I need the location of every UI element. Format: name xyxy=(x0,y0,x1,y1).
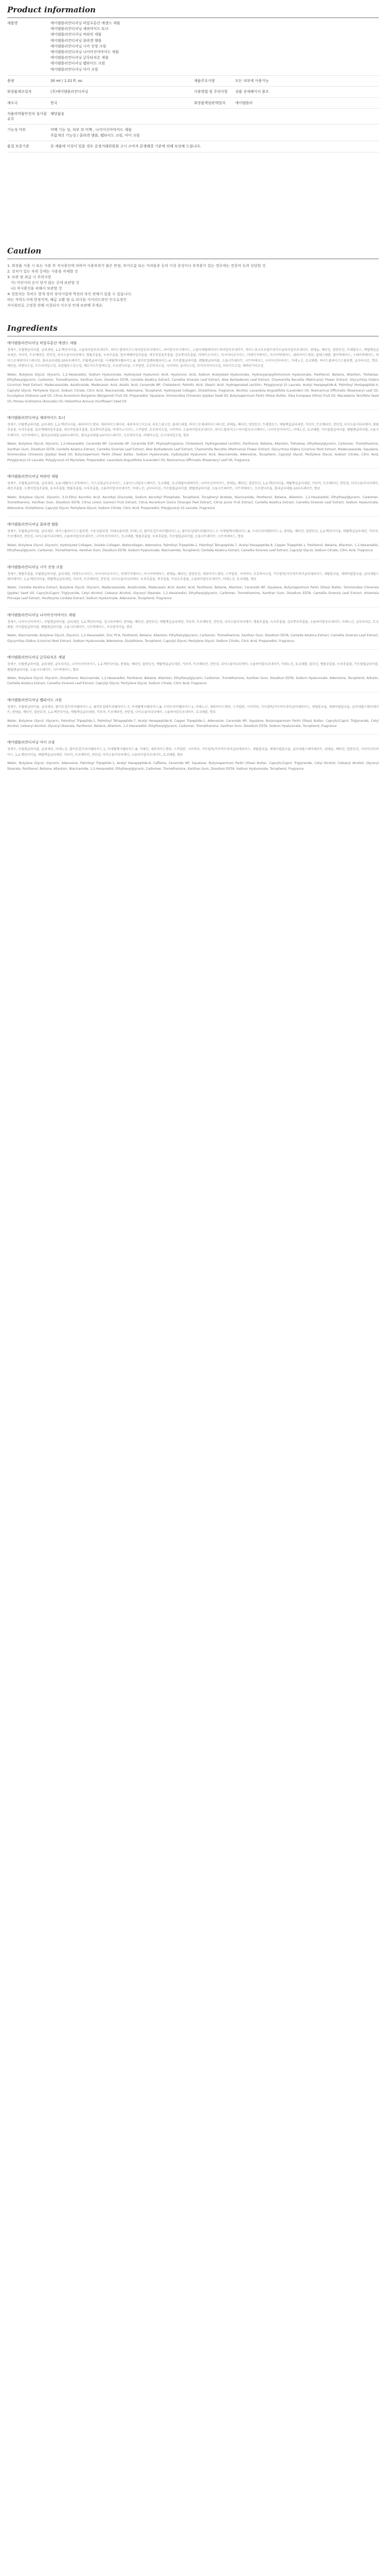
ingredient-list-english: Water, Butylene Glycol, Glycerin, Glutathione, Niacinamide, 1,2-Hexanediol, Panthenol, Betaine, Allantoin, Ethylhexylglycerin, Carbomer, Tromethamine, Xanthan Gum, Disodium EDTA, Sodium Hyaluronate, Adenosine, Tocopherol, Arbutin, Centella Asiatica Extract, Camellia Sinensis Leaf Extract, Caprylyl Glycol, Pentylene Glycol, Sodium Citrate, Citric Acid, Fragrance xyxy=(7,676,379,686)
ingredient-list-korean: 정제수, 부틸렌글라이콜, 글리세린, 1,2-헥산다이올, 소듐하이알루로네이트, 하이드롤라이즈드하이알루로닉애씨드, 하이알루로닉애씨드, 소듐아세틸레이티드하이알루로네이트, 하이드록시프로필트라이모늄하이알루로네이트, 판테놀, 베타인, 알란토인, 트레할로스, 에틸헥실글리세린, 카보머, 트로메타민, 잔탄검, 다이소듐이디티에이, 병풀추출물, 녹차추출물, 알로에베라잎추출물, 캐모마일꽃추출물, 감초뿌리추출물, 마데카소사이드, 아시아티코사이드, 마데카식애씨드, 아시아틱애씨드, 세라마이드엔피, 콜레스테롤, 팔미틱애씨드, 스테아릭애씨드, 하이드로제네이티드레시틴, 폴리글리세릴-10라우레이트, 부틸렌글라이콜, 아세틸헥사펩타이드-8, 팔미토일펜타펩타이드-4, 카프릴릴글라이콜, 펜틸렌글라이콜, 소듐시트레이트, 시트릭애씨드, 나이아신아마이드, 아데노신, 토코페롤, 하이드롤라이즈드콜라겐, 글루타치온, 향료, 에탄올, 라벤더오일, 로즈마리잎오일, 유칼립투스잎오일, 베르가모트열매오일, 프로판다이올, 스쿠알란, 호호바씨오일, 시어버터, 올리브오일, 마카다미아씨오일, 아보카도오일, 해바라기씨오일 xyxy=(7,348,379,368)
country-value: 한국 xyxy=(50,100,58,105)
ingredient-divider xyxy=(7,559,379,560)
ingredient-list-english: Water, Butylene Glycol, Glycerin, Adenosine, Palmitoyl Tripeptide-1, Acetyl Hexapeptide-8, Caffeine, Ceramide NP, Squalane, Butyrospermum Parkii (Shea) Butter, Caprylic/Capric Triglyceride, Cetyl Alcohol, Cetearyl Alcohol, Glyceryl Stearate, Panthenol, Betaine, Allantoin, Niacinamide, 1,2-Hexanediol, Ethylhexylglycerin, Carbomer, Tromethamine, Xanthan Gum, Disodium EDTA, Sodium Hyaluronate, Tocopherol, Fragrance xyxy=(7,761,379,771)
product-name-item: 에이템플러컨디셔닝 글루타치온 세럼 xyxy=(50,56,109,60)
manufacturer-value: (주)에이템플러컨디셔닝 xyxy=(50,90,89,94)
caution-item: 3. 보관 및 취급 시 주의사항 xyxy=(7,275,51,279)
product-name-row xyxy=(7,18,379,76)
product-name-item: 에이템플러컨디셔닝 시카 진정 크림 xyxy=(50,44,107,48)
manufacturer-row xyxy=(7,87,379,98)
review-row xyxy=(7,109,379,125)
quality-row xyxy=(7,141,379,152)
ingredient-block xyxy=(7,522,379,554)
ingredient-divider xyxy=(7,734,379,735)
quality-label: 품질 보증기준 xyxy=(7,144,29,149)
caution-list xyxy=(7,263,379,309)
product-name-item: 에이템플러컨디셔닝 히알루론산 에센스 세럼 xyxy=(50,21,120,25)
ingredient-divider xyxy=(7,516,379,517)
capacity-label: 용량 xyxy=(7,78,14,83)
country-label: 제조국 xyxy=(7,100,18,105)
ingredient-list-korean: 정제수, 부틸렌글라이콜, 글리세린, 글루타치온, 나이아신아마이드, 1,2-헥산다이올, 판테놀, 베타인, 알란토인, 에틸헥실글리세린, 카보머, 트로메타민, 잔탄검, 다이소듐이디티에이, 소듐하이알루로네이트, 아데노신, 토코페롤, 알부틴, 병풀추출물, 녹차추출물, 카프릴릴글라이콜, 펜틸렌글라이콜, 소듐시트레이트, 시트릭애씨드, 향료 xyxy=(7,663,379,672)
ingredient-block xyxy=(7,565,379,602)
caution-item: ※ 전문의는 특히오 방개 장의 장식이업에 역전의 부인 판매가 있을 수 있습니다. xyxy=(7,292,132,296)
ingredient-block xyxy=(7,698,379,730)
ingredient-product-name: 에이템플러컨디셔닝 시카 진정 크림 xyxy=(7,565,63,569)
seller-label: 화장품책임판매업자 xyxy=(194,100,225,105)
capacity-row xyxy=(7,76,379,87)
ingredient-product-name: 에이템플러컨디셔닝 세라마이드 토너 xyxy=(7,416,65,420)
caution-item: 나) 직사광선을 피해서 보관할 것 xyxy=(7,286,62,291)
ingredient-list-english: Water, Centella Asiatica Extract, Butylene Glycol, Glycerin, Madecassoside, Asiaticoside, Madecassic Acid, Asiatic Acid, Panthenol, Betaine, Allantoin, Ceramide NP, Squalane, Butyrospermum Parkii (Shea) Butter, Simmondsia Chinensis (Jojoba) Seed Oil, Caprylic/Capric Triglyceride, Cetyl Alcohol, Cetearyl Alcohol, Glyceryl Stearate, 1,2-Hexanediol, Ethylhexylglycerin, Carbomer, Tromethamine, Xanthan Gum, Disodium EDTA, Camellia Sinensis Leaf Extract, Artemisia Princeps Leaf Extract, Houttuynia Cordata Extract, Sodium Hyaluronate, Adenosine, Tocopherol, Fragrance xyxy=(7,586,379,601)
ingredient-list-korean: 정제수, 부틸렌글라이콜, 글리세린, 하이드롤라이즈드콜라겐, 수용성콜라겐, 아테로콜라겐, 아데노신, 팔미토일트라이펩타이드-1, 팔미토일테트라펩타이드-7, 아세틸헥사펩타이드-8, 구리트라이펩타이드-1, 판테놀, 베타인, 알란토인, 1,2-헥산다이올, 에틸헥실글리세린, 카보머, 트로메타민, 잔탄검, 다이소듐이디티에이, 소듐하이알루로네이트, 나이아신아마이드, 토코페롤, 병풀추출물, 녹차추출물, 카프릴릴글라이콜, 소듐시트레이트, 시트릭애씨드, 향료 xyxy=(7,529,379,539)
functional-label: 기능성 여부 xyxy=(7,128,26,132)
ingredient-block xyxy=(7,474,379,511)
product-name-label: 제품명 xyxy=(7,21,18,25)
ingredient-block xyxy=(7,613,379,645)
ingredients-list xyxy=(7,341,379,772)
country-row xyxy=(7,98,379,109)
ingredient-list-korean: 정제수, 병풀추출물, 부틸렌글라이콜, 글리세린, 마데카소사이드, 아시아티코사이드, 마데카식애씨드, 아시아틱애씨드, 판테놀, 베타인, 알란토인, 세라마이드엔피, 스쿠알란, 시어버터, 호호바씨오일, 카프릴릭/카프릭트라이글리세라이드, 세틸알코올, 세테아릴알코올, 글리세릴스테아레이트, 1,2-헥산다이올, 에틸헥실글리세린, 카보머, 트로메타민, 잔탄검, 다이소듐이디티에이, 녹차추출물, 쑥추출물, 어성초추출물, 소듐하이알루로네이트, 아데노신, 토코페롤, 향료 xyxy=(7,572,379,581)
ingredient-product-name: 에이템플러컨디셔닝 나이아신아마이드 세럼 xyxy=(7,613,76,617)
ingredient-list-english: Water, Butylene Glycol, Glycerin, Hydrolyzed Collagen, Soluble Collagen, Atelocollagen, Adenosine, Palmitoyl Tripeptide-1, Palmitoyl Tetrapeptide-7, Acetyl Hexapeptide-8, Copper Tripeptide-1, Panthenol, Betaine, Allantoin, 1,2-Hexanediol, Ethylhexylglycerin, Carbomer, Tromethamine, Xanthan Gum, Disodium EDTA, Sodium Hyaluronate, Niacinamide, Tocopherol, Centella Asiatica Extract, Camellia Sinensis Leaf Extract, Caprylyl Glycol, Sodium Citrate, Citric Acid, Fragrance xyxy=(7,543,379,553)
functional-row xyxy=(7,125,379,141)
ingredient-list-korean: 정제수, 부틸렌글라이콜, 글리세린, 팔미토일트라이펩타이드-1, 팔미토일테트라펩타이드-7, 아세틸헥사펩타이드-8, 구리트라이펩타이드-1, 아데노신, 세라마이드엔피, 스쿠알란, 시어버터, 카프릴릭/카프릭트라이글리세라이드, 세틸알코올, 세테아릴알코올, 글리세릴스테아레이트, 판테놀, 베타인, 알란토인, 1,2-헥산다이올, 에틸헥실글리세린, 카보머, 트로메타민, 잔탄검, 다이소듐이디티에이, 소듐하이알루로네이트, 토코페롤, 향료 xyxy=(7,705,379,715)
caution-section xyxy=(7,246,379,309)
ingredient-block xyxy=(7,655,379,687)
ingredient-list-korean: 정제수, 부틸렌글라이콜, 글리세린, 아데노신, 팔미토일트라이펩타이드-1, 아세틸헥사펩타이드-8, 카페인, 세라마이드엔피, 스쿠알란, 시어버터, 카프릴릭/카프릭트라이글리세라이드, 세틸알코올, 세테아릴알코올, 글리세릴스테아레이트, 판테놀, 베타인, 알란토인, 나이아신아마이드, 1,2-헥산다이올, 에틸헥실글리세린, 카보머, 트로메타민, 잔탄검, 다이소듐이디티에이, 소듐하이알루로네이트, 토코페롤, 향료 xyxy=(7,748,379,757)
quality-value: 본 제품에 이상이 있을 경우 공정거래위원회 고시 소비자 분쟁해결 기준에 의해 보상해 드립니다. xyxy=(50,144,201,149)
product-name-item: 에이템플러컨디셔닝 아이 크림 xyxy=(50,67,98,72)
caution-item: 가) 어린이의 손이 닿지 않는 곳에 보관할 것 xyxy=(7,281,79,285)
product-name-item: 에이템플러컨디셔닝 콜라겐 앰플 xyxy=(50,38,102,43)
caution-title: Caution xyxy=(7,246,42,256)
ingredient-list-korean: 정제수, 나이아신아마이드, 부틸렌글라이콜, 글리세린, 1,2-헥산다이올, 징크피씨에이, 판테놀, 베타인, 알란토인, 에틸헥실글리세린, 카보머, 트로메타민, 잔탄검, 다이소듐이디티에이, 병풀추출물, 녹차추출물, 감초뿌리추출물, 소듐하이알루로네이트, 아데노신, 글루타치온, 토코페롤, 카프릴릴글라이콜, 펜틸렌글라이콜, 소듐시트레이트, 시트릭애씨드, 프로판다이올, 향료 xyxy=(7,620,379,629)
ingredient-list-english: Water, Butylene Glycol, Glycerin, 1,2-Hexanediol, Sodium Hyaluronate, Hydrolyzed Hyaluronic Acid, Hyaluronic Acid, Sodium Acetylated Hyaluronate, Hydroxypropyltrimonium Hyaluronate, Panthenol, Betaine, Allantoin, Trehalose, Ethylhexylglycerin, Carbomer, Tromethamine, Xanthan Gum, Disodium EDTA, Centella Asiatica Extract, Camellia Sinensis Leaf Extract, Aloe Barbadensis Leaf Extract, Chamomilla Recutita (Matricaria) Flower Extract, Glycyrrhiza Glabra (Licorice) Root Extract, Madecassoside, Asiaticoside, Madecassic Acid, Asiatic Acid, Ceramide NP, Cholesterol, Palmitic Acid, Stearic Acid, Hydrogenated Lecithin, Polyglyceryl-10 Laurate, Acetyl Hexapeptide-8, Palmitoyl Pentapeptide-4, Caprylyl Glycol, Pentylene Glycol, Sodium Citrate, Citric Acid, Niacinamide, Adenosine, Tocopherol, Hydrolyzed Collagen, Glutathione, Fragrance, Alcohol, Lavandula Angustifolia (Lavender) Oil, Rosmarinus Officinalis (Rosemary) Leaf Oil, Eucalyptus Globulus Leaf Oil, Citrus Aurantium Bergamia (Bergamot) Fruit Oil, Propanediol, Squalane, Simmondsia Chinensis (Jojoba) Seed Oil, Butyrospermum Parkii (Shea) Butter, Olea Europaea (Olive) Fruit Oil, Macadamia Ternifolia Seed Oil, Persea Gratissima (Avocado) Oil, Helianthus Annuus (Sunflower) Seed Oil xyxy=(7,372,379,403)
ingredient-product-name: 에이템플러컨디셔닝 글루타치온 세럼 xyxy=(7,655,65,660)
functional-value-1: 미백 기능 성, 피부 의 미백 , 나이아신아마이드 세럼 xyxy=(50,128,132,132)
product-information-title: Product information xyxy=(7,5,96,14)
ingredient-divider xyxy=(7,468,379,469)
seller-value: 에이템플러 xyxy=(235,100,253,105)
ingredient-list-english: Water, Butylene Glycol, Glycerin, 3-O-Ethyl Ascorbic Acid, Ascorbyl Glucoside, Sodium Ascorbyl Phosphate, Tocopherol, Tocopheryl Acetate, Niacinamide, Panthenol, Betaine, Allantoin, 1,2-Hexanediol, Ethylhexylglycerin, Carbomer, Tromethamine, Xanthan Gum, Disodium EDTA, Citrus Limon (Lemon) Fruit Extract, Citrus Aurantium Dulcis (Orange) Peel Extract, Citrus Junos Fruit Extract, Centella Asiatica Extract, Camellia Sinensis Leaf Extract, Sodium Hyaluronate, Adenosine, Glutathione, Caprylyl Glycol, Pentylene Glycol, Sodium Citrate, Citric Acid, Propanediol, Polyglyceryl-10 Laurate, Fragrance xyxy=(7,495,379,510)
caution-item: 2. 상처가 있는 부위 등에는 사용을 자제할 것 xyxy=(7,269,78,274)
product-name-item: 에이템플러컨디셔닝 나이아신아마이드 세럼 xyxy=(50,50,119,55)
functional-value-2: 주름개선 기능성 / 콜라겐 앰플, 펩타이드 크림, 아이 크림 xyxy=(50,133,140,138)
ingredients-title: Ingredients xyxy=(7,324,58,333)
review-label: 식품의약품안전처 심사필 유무 xyxy=(7,112,47,122)
ingredient-list-english: Water, Butylene Glycol, Glycerin, 1,2-Hexanediol, Ceramide NP, Ceramide AP, Ceramide EOP, Phytosphingosine, Cholesterol, Hydrogenated Lecithin, Panthenol, Betaine, Allantoin, Trehalose, Ethylhexylglycerin, Carbomer, Tromethamine, Xanthan Gum, Disodium EDTA, Centella Asiatica Extract, Camellia Sinensis Leaf Extract, Aloe Barbadensis Leaf Extract, Chamomilla Recutita (Matricaria) Flower Extract, Glycyrrhiza Glabra (Licorice) Root Extract, Madecassoside, Squalane, Simmondsia Chinensis (Jojoba) Seed Oil, Butyrospermum Parkii (Shea) Butter, Sodium Hyaluronate, Hydrolyzed Hyaluronic Acid, Niacinamide, Adenosine, Tocopherol, Caprylyl Glycol, Pentylene Glycol, Sodium Citrate, Citric Acid, Polyglyceryl-10 Laurate, Polyglyceryl-10 Myristate, Propanediol, Lavandula Angustifolia (Lavender) Oil, Rosmarinus Officinalis (Rosemary) Leaf Oil, Fragrance xyxy=(7,442,379,462)
usage-label: 사용방법 및 주의사항 xyxy=(194,90,228,94)
spec-value: 모든 피부에 사용가능 xyxy=(235,78,269,83)
product-name-list xyxy=(50,18,379,75)
product-information-section xyxy=(7,5,379,152)
review-value: 해당없음 xyxy=(50,112,65,116)
caution-item: 따는 자력도지에 한정지며, 해급 교환 팀 로 의사를 사이러드라인 인수로정인 xyxy=(7,298,127,302)
ingredient-product-name: 에이템플러컨디셔닝 콜라겐 앰플 xyxy=(7,522,59,527)
ingredient-product-name: 에이템플러컨디셔닝 아이 크림 xyxy=(7,740,55,745)
ingredients-section xyxy=(7,324,379,775)
ingredient-list-korean: 정제수, 부틸렌글라이콜, 글리세린, 3-O-에틸아스코빅애씨드, 아스코빌글루코사이드, 소듐아스코빌포스페이트, 토코페롤, 토코페릴아세테이트, 나이아신아마이드, 판테놀, 베타인, 알란토인, 1,2-헥산다이올, 에틸헥실글리세린, 카보머, 트로메타민, 잔탄검, 다이소듐이디티에이, 레몬추출물, 오렌지껍질추출물, 유자추출물, 병풀추출물, 녹차추출물, 소듐하이알루로네이트, 아데노신, 글루타치온, 카프릴릴글라이콜, 펜틸렌글라이콜, 소듐시트레이트, 시트릭애씨드, 프로판다이올, 폴리글리세릴-10라우레이트, 향료 xyxy=(7,481,379,491)
ingredient-block xyxy=(7,740,379,772)
ingredient-product-name: 에이템플러컨디셔닝 히알루론산 에센스 세럼 xyxy=(7,341,77,345)
spec-label: 제품주요사양 xyxy=(194,78,215,83)
product-name-item: 에이템플러컨디셔닝 비타민 세럼 xyxy=(50,32,102,37)
ingredient-list-korean: 정제수, 부틸렌글라이콜, 글리세린, 1,2-헥산다이올, 세라마이드엔피, 세라마이드에이피, 세라마이드이오피, 피토스핑고신, 콜레스테롤, 하이드로제네이티드레시틴, 판테놀, 베타인, 알란토인, 트레할로스, 에틸헥실글리세린, 카보머, 트로메타민, 잔탄검, 다이소듐이디티에이, 병풀추출물, 녹차추출물, 알로에베라잎추출물, 캐모마일꽃추출물, 감초뿌리추출물, 마데카소사이드, 스쿠알란, 호호바씨오일, 시어버터, 소듐하이알루로네이트, 하이드롤라이즈드하이알루로닉애씨드, 나이아신아마이드, 아데노신, 토코페롤, 카프릴릴글라이콜, 펜틸렌글라이콜, 소듐시트레이트, 시트릭애씨드, 폴리글리세릴-10라우레이트, 폴리글리세릴-10미리스테이트, 프로판다이올, 라벤더오일, 로즈마리잎오일, 향료 xyxy=(7,423,379,437)
ingredient-list-english: Water, Niacinamide, Butylene Glycol, Glycerin, 1,2-Hexanediol, Zinc PCA, Panthenol, Betaine, Allantoin, Ethylhexylglycerin, Carbomer, Tromethamine, Xanthan Gum, Disodium EDTA, Centella Asiatica Extract, Camellia Sinensis Leaf Extract, Glycyrrhiza Glabra (Licorice) Root Extract, Sodium Hyaluronate, Adenosine, Glutathione, Tocopherol, Caprylyl Glycol, Pentylene Glycol, Sodium Citrate, Citric Acid, Propanediol, Fragrance xyxy=(7,634,379,643)
ingredient-block xyxy=(7,341,379,404)
ingredient-product-name: 에이템플러컨디셔닝 펩타이드 크림 xyxy=(7,698,62,702)
usage-value: 상품 상세페이지 참조 xyxy=(235,90,269,94)
capacity-value: 30 ml / 1.01 fl. oz. xyxy=(50,78,83,83)
caution-item: 1. 화장품 사용 시 또는 사용 후 직사광선에 의하여 사용부위가 붉은 반점, 부어오름 또는 가려움증 등의 이상 증상이나 부작용이 있는 경우에는 전문의 등과 상담할 것 xyxy=(7,264,266,268)
ingredient-divider xyxy=(7,649,379,650)
ingredient-list-english: Water, Butylene Glycol, Glycerin, Palmitoyl Tripeptide-1, Palmitoyl Tetrapeptide-7, Acetyl Hexapeptide-8, Copper Tripeptide-1, Adenosine, Ceramide NP, Squalane, Butyrospermum Parkii (Shea) Butter, Caprylic/Capric Triglyceride, Cetyl Alcohol, Cetearyl Alcohol, Glyceryl Stearate, Panthenol, Betaine, Allantoin, 1,2-Hexanediol, Ethylhexylglycerin, Carbomer, Tromethamine, Xanthan Gum, Disodium EDTA, Sodium Hyaluronate, Tocopherol, Fragrance xyxy=(7,719,379,728)
ingredient-product-name: 에이템플러컨디셔닝 비타민 세럼 xyxy=(7,474,59,479)
ingredient-block xyxy=(7,415,379,463)
manufacturer-label: 화장품제조업자 xyxy=(7,90,32,94)
product-name-item: 에이템플러컨디셔닝 세라마이드 토너 xyxy=(50,27,109,31)
caution-item: 자사원인로 고정결 위해 서결되지 이수성 언제 보관해 주세요. xyxy=(7,303,103,308)
product-name-item: 에이템플러컨디셔닝 펩타이드 크림 xyxy=(50,61,105,66)
